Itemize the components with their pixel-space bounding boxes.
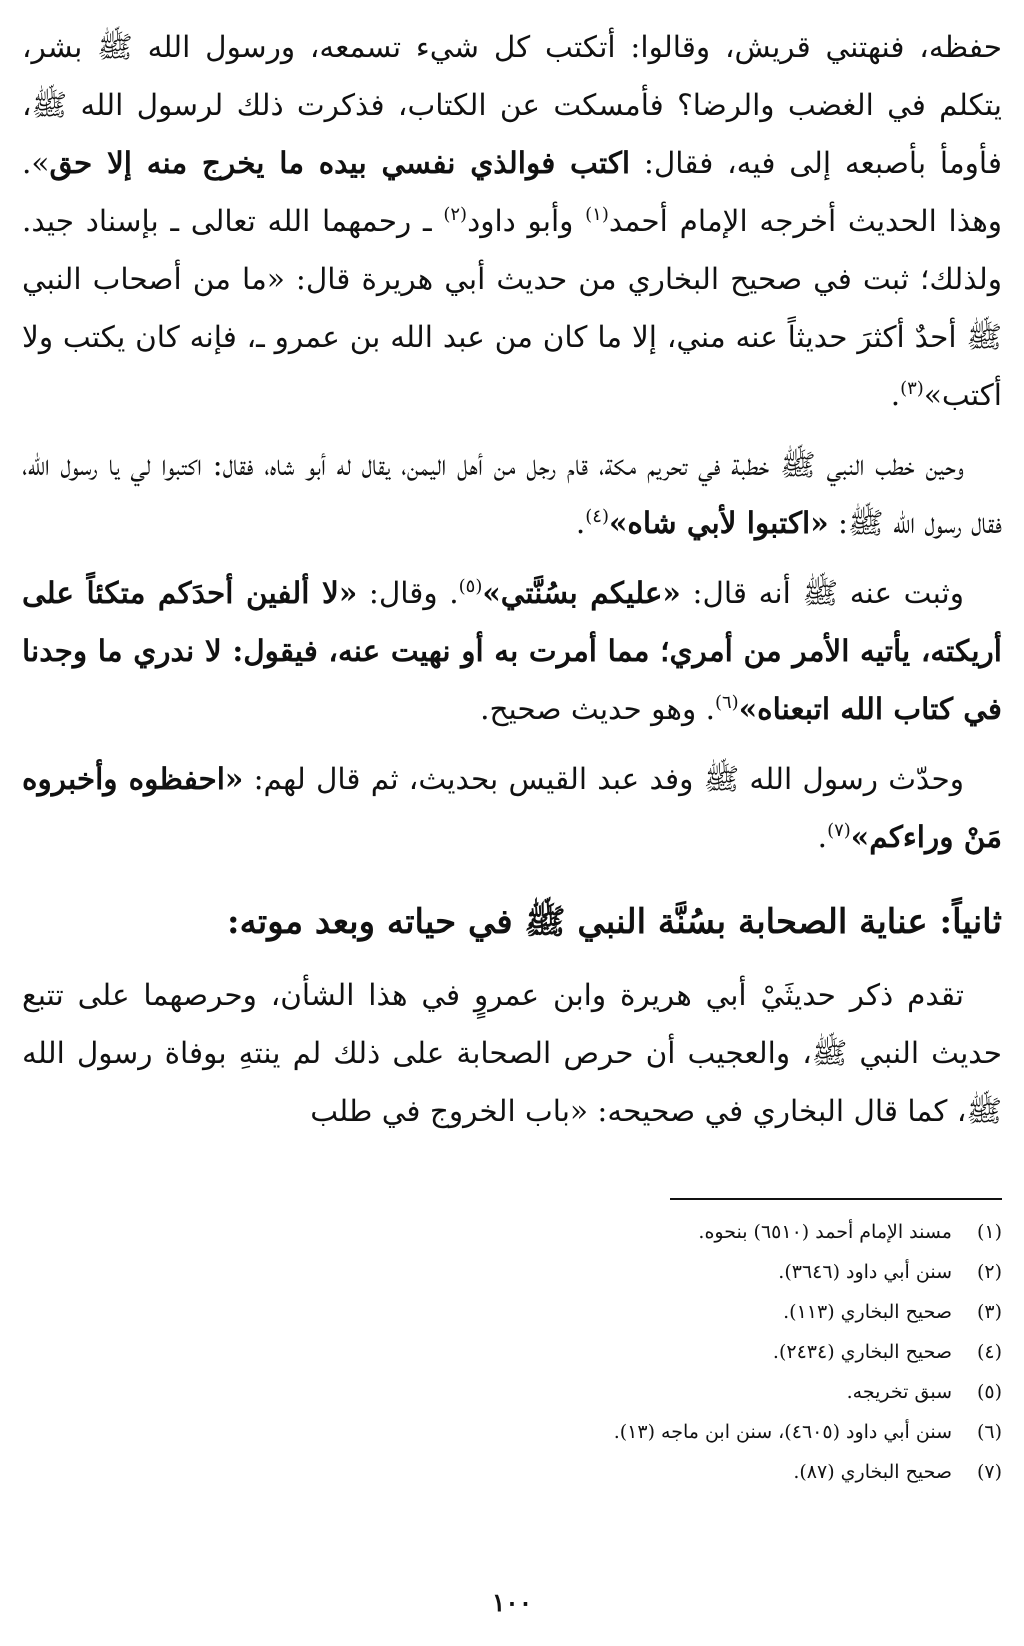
text-run: وحين خطب النبي ﷺ خطبة في تحريم مكة، قام رجل من أهل اليمن، يقال له أبو شاه، فقال: اكتبوا لي يا رسول الله، فقال رسول الله ﷺ: bbox=[22, 448, 1002, 540]
footnote-item bbox=[22, 1412, 1002, 1452]
footnote-number: (٧) bbox=[976, 1461, 1002, 1483]
hadith-quote: «اكتبوا لأبي شاه» bbox=[608, 505, 829, 540]
footnote-text: صحيح البخاري (٢٤٣٤). bbox=[772, 1341, 952, 1363]
footnote-item bbox=[22, 1332, 1002, 1372]
footnote-item bbox=[22, 1292, 1002, 1332]
footnote-item bbox=[22, 1212, 1002, 1252]
paragraph-5: تقدم ذكر حديثَيْ أبي هريرة وابن عمروٍ في هذا الشأن، وحرصهما على تتبع حديث النبي ﷺ، والعجيب أن حرص الصحابة على ذلك لم ينتهِ بوفاة رسول الله ﷺ، كما قال البخاري في صحيحه: «باب الخروج في طلب bbox=[22, 978, 1002, 1128]
paragraph-4 bbox=[22, 750, 1002, 866]
paragraph-3 bbox=[22, 564, 1002, 738]
footnote-ref-1: (١) bbox=[585, 204, 609, 226]
main-text bbox=[22, 18, 1002, 1140]
footnote-text: صحيح البخاري (٨٧). bbox=[793, 1461, 952, 1483]
footnote-text: مسند الإمام أحمد (٦٥١٠) بنحوه. bbox=[698, 1221, 952, 1243]
footnote-text: سنن أبي داود (٣٦٤٦). bbox=[778, 1261, 952, 1283]
text-run: حفظه، فنهتني قريش، وقالوا: أتكتب كل شيء تسمعه، ورسول الله ﷺ بشر، يتكلم في الغضب والرضا؟ فأمسكت عن الكتاب، فذكرت ذلك لرسول الله ﷺ، فأومأ بأصبعه إلى فيه، فقال: bbox=[22, 30, 1003, 180]
text-run: . bbox=[575, 506, 586, 540]
text-run: وأبو داود bbox=[467, 204, 586, 238]
footnote-ref-5: (٥) bbox=[458, 576, 483, 598]
hadith-quote: «لا ألفين أحدَكم متكئاً على أريكته، يأتيه الأمر من أمري؛ مما أمرت به أو نهيت عنه، فيقول: لا ندري ما وجدنا في كتاب الله اتبعناه» bbox=[22, 575, 1002, 726]
footnote-text: سنن أبي داود (٤٦٠٥)، سنن ابن ماجه (١٣). bbox=[613, 1421, 952, 1443]
hadith-quote: «عليكم بسُنَّتي» bbox=[482, 575, 681, 610]
footnote-number: (٦) bbox=[976, 1421, 1002, 1443]
footnote-item bbox=[22, 1372, 1002, 1412]
text-run: . bbox=[817, 820, 828, 854]
footnote-item bbox=[22, 1452, 1002, 1492]
text-run: . وهو حديث صحيح. bbox=[480, 692, 715, 726]
footnote-ref-4: (٤) bbox=[585, 506, 609, 528]
footnotes-list bbox=[22, 1212, 1002, 1492]
footnote-ref-3: (٣) bbox=[900, 378, 924, 400]
hadith-quote: «احفظوه وأخبروه مَنْ وراءكم» bbox=[22, 761, 1002, 854]
footnote-text: سبق تخريجه. bbox=[846, 1381, 952, 1403]
footnote-number: (٣) bbox=[976, 1301, 1002, 1323]
section-heading: ثانياً: عناية الصحابة بسُنَّة النبي ﷺ في حياته وبعد موته: bbox=[227, 902, 1002, 942]
text-run: وثبت عنه ﷺ أنه قال: bbox=[680, 576, 964, 610]
footnote-ref-6: (٦) bbox=[714, 692, 739, 714]
hadith-quote: اكتب فوالذي نفسي بيده ما يخرج منه إلا حق bbox=[49, 145, 631, 180]
footnote-number: (٤) bbox=[976, 1341, 1002, 1363]
page-number: ١٠٠ bbox=[491, 1588, 533, 1617]
text-run: وحدّث رسول الله ﷺ وفد عبد القيس بحديث، ثم قال لهم: bbox=[243, 762, 965, 796]
text-run: ـ رحمهما الله تعالى ـ بإسناد جيد. ولذلك؛ ثبت في صحيح البخاري من حديث أبي هريرة قال: «ما من أصحاب النبي ﷺ أحدٌ أكثرَ حديثاً عنه مني، إلا ما كان من عبد الله بن عمرو ـ، فإنه كان يكتب ولا أكتب» bbox=[22, 204, 1002, 412]
text-run: . bbox=[890, 378, 901, 412]
footnote-ref-2: (٢) bbox=[443, 204, 468, 226]
text-run: . وقال: bbox=[357, 576, 459, 610]
footnote-number: (٥) bbox=[976, 1381, 1002, 1403]
paragraph-2 bbox=[22, 436, 1002, 552]
footnote-number: (١) bbox=[976, 1221, 1002, 1243]
footnote-item bbox=[22, 1252, 1002, 1292]
footnote-separator bbox=[670, 1198, 1002, 1200]
footnote-text: صحيح البخاري (١١٣). bbox=[783, 1301, 952, 1323]
paragraph-1 bbox=[22, 18, 1002, 424]
footnote-number: (٢) bbox=[976, 1261, 1002, 1283]
text-run: ». وهذا الحديث أخرجه الإمام أحمد bbox=[22, 146, 1002, 238]
footnote-ref-7: (٧) bbox=[827, 820, 851, 842]
